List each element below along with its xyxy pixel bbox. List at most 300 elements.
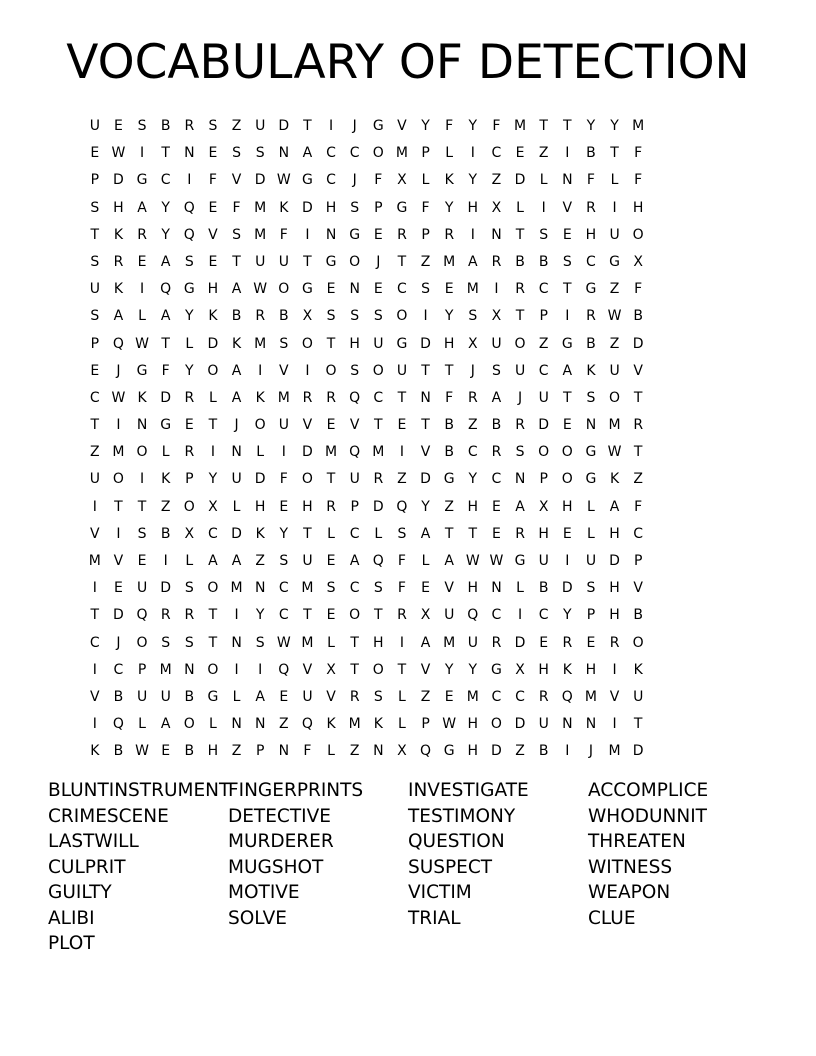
grid-letter[interactable]: T [326,335,336,352]
grid-letter[interactable]: R [184,444,195,461]
grid-letter[interactable]: I [612,661,617,678]
grid-letter[interactable]: C [349,145,360,162]
grid-letter[interactable]: H [302,498,313,515]
grid-letter[interactable]: R [515,525,525,542]
grid-letter[interactable]: Q [112,716,124,733]
grid-letter[interactable]: L [610,172,619,189]
grid-letter[interactable]: H [113,199,124,216]
grid-letter[interactable]: B [633,308,643,325]
grid-letter[interactable]: E [586,634,596,651]
grid-letter[interactable]: Y [185,308,194,325]
grid-letter[interactable]: R [255,308,266,325]
grid-letter[interactable]: R [515,417,525,434]
grid-letter[interactable]: V [562,199,573,216]
grid-letter[interactable]: N [585,417,597,434]
grid-letter[interactable]: N [491,580,502,597]
grid-letter[interactable]: U [89,281,100,298]
grid-letter[interactable]: F [397,580,406,597]
grid-letter[interactable]: S [232,145,241,162]
grid-letter[interactable]: R [538,688,549,705]
grid-letter[interactable]: S [137,525,147,542]
grid-letter[interactable]: I [494,281,499,298]
grid-letter[interactable]: B [586,335,596,352]
grid-letter[interactable]: D [538,417,550,434]
grid-letter[interactable]: G [561,335,573,352]
grid-letter[interactable]: O [609,389,621,406]
grid-letter[interactable]: M [325,444,338,461]
grid-letter[interactable]: I [565,743,570,760]
grid-letter[interactable]: L [421,172,430,189]
grid-letter[interactable]: U [255,118,266,134]
grid-letter[interactable]: L [587,498,595,515]
grid-letter[interactable]: U [231,471,242,488]
grid-letter[interactable]: J [588,743,593,760]
grid-letter[interactable]: F [445,389,454,406]
grid-letter[interactable]: K [208,308,218,325]
grid-letter[interactable]: H [609,607,620,624]
grid-letter[interactable]: G [514,553,526,569]
grid-letter[interactable]: U [633,688,644,705]
grid-letter[interactable]: G [136,362,148,379]
grid-letter[interactable]: L [421,553,430,569]
grid-letter[interactable]: P [421,145,430,162]
grid-letter[interactable]: U [467,634,478,651]
grid-letter[interactable]: N [231,716,242,733]
grid-letter[interactable]: Z [538,335,549,352]
grid-letter[interactable]: Z [609,335,620,352]
grid-letter[interactable]: L [209,716,217,733]
grid-letter[interactable]: T [421,362,430,379]
grid-letter[interactable]: A [160,716,171,733]
grid-letter[interactable]: T [633,389,643,406]
grid-letter[interactable]: E [208,145,218,162]
grid-letter[interactable]: C [278,580,289,597]
grid-letter[interactable]: K [137,389,147,406]
grid-letter[interactable]: A [468,253,478,270]
grid-letter[interactable]: L [445,145,454,162]
grid-letter[interactable]: K [279,199,289,216]
grid-letter[interactable]: I [470,226,475,243]
grid-letter[interactable]: H [538,661,549,678]
grid-letter[interactable]: W [135,743,149,760]
grid-letter[interactable]: T [563,389,572,406]
grid-letter[interactable]: Y [563,607,572,624]
grid-letter[interactable]: T [208,607,218,624]
grid-letter[interactable]: A [231,281,242,298]
grid-letter[interactable]: U [349,471,360,488]
grid-letter[interactable]: D [113,172,124,189]
grid-letter[interactable]: Y [444,308,454,325]
grid-letter[interactable]: D [420,335,431,352]
grid-letter[interactable]: K [90,743,100,760]
grid-letter[interactable]: A [231,389,242,406]
grid-letter[interactable]: X [302,308,313,325]
grid-letter[interactable]: B [444,444,454,461]
grid-letter[interactable]: B [538,580,549,597]
grid-letter[interactable]: D [278,118,290,134]
grid-letter[interactable]: E [114,580,123,597]
grid-letter[interactable]: M [608,743,621,760]
grid-letter[interactable]: N [231,444,242,461]
grid-letter[interactable]: Z [444,498,454,515]
grid-letter[interactable]: M [514,118,527,134]
grid-letter[interactable]: V [279,362,289,379]
grid-letter[interactable]: F [634,281,643,298]
grid-letter[interactable]: H [349,335,360,352]
grid-letter[interactable]: T [303,525,312,542]
grid-letter[interactable]: T [114,498,123,515]
grid-letter[interactable]: E [421,580,430,597]
grid-letter[interactable]: J [376,253,381,270]
grid-letter[interactable]: X [538,498,549,515]
grid-letter[interactable]: F [279,471,288,488]
grid-letter[interactable]: T [208,417,218,434]
grid-letter[interactable]: E [208,253,218,270]
grid-letter[interactable]: A [255,688,265,705]
grid-letter[interactable]: U [585,553,597,569]
grid-letter[interactable]: Q [183,226,195,243]
grid-letter[interactable]: R [444,226,455,243]
grid-letter[interactable]: E [326,607,336,624]
grid-letter[interactable]: K [113,226,124,243]
grid-letter[interactable]: J [116,362,121,379]
grid-letter[interactable]: R [326,389,336,406]
grid-letter[interactable]: P [185,471,194,488]
grid-letter[interactable]: W [253,281,268,298]
grid-letter[interactable]: S [208,118,218,134]
grid-letter[interactable]: G [302,281,313,298]
grid-letter[interactable]: K [444,172,454,189]
grid-letter[interactable]: T [303,253,312,270]
grid-letter[interactable]: H [207,743,219,760]
grid-letter[interactable]: W [465,553,480,569]
grid-letter[interactable]: F [634,498,643,515]
grid-letter[interactable]: C [89,634,100,651]
grid-letter[interactable]: N [254,580,266,597]
grid-letter[interactable]: V [208,226,218,243]
grid-letter[interactable]: H [373,634,384,651]
grid-letter[interactable]: I [234,661,239,678]
grid-letter[interactable]: I [258,362,263,379]
grid-letter[interactable]: D [160,389,172,406]
grid-letter[interactable]: U [136,688,148,705]
grid-letter[interactable]: O [561,471,573,488]
grid-letter[interactable]: O [207,661,219,678]
grid-letter[interactable]: F [303,743,312,760]
grid-letter[interactable]: S [373,308,383,325]
grid-letter[interactable]: Z [349,743,360,760]
grid-letter[interactable]: W [111,389,126,406]
grid-letter[interactable]: U [538,389,549,406]
grid-letter[interactable]: H [538,525,549,542]
grid-letter[interactable]: V [349,417,360,434]
grid-letter[interactable]: E [397,417,407,434]
grid-letter[interactable]: G [160,417,172,434]
grid-letter[interactable]: T [350,661,359,678]
grid-letter[interactable]: E [444,281,454,298]
grid-letter[interactable]: H [467,716,479,733]
grid-letter[interactable]: D [231,525,242,542]
grid-letter[interactable]: I [399,444,404,461]
grid-letter[interactable]: N [184,145,195,162]
grid-letter[interactable]: D [160,580,172,597]
grid-letter[interactable]: K [161,471,171,488]
grid-letter[interactable]: I [423,308,428,325]
grid-letter[interactable]: I [139,471,145,488]
grid-letter[interactable]: H [467,743,479,760]
grid-letter[interactable]: G [609,253,620,270]
grid-letter[interactable]: Q [136,607,148,624]
grid-letter[interactable]: O [136,634,148,651]
grid-letter[interactable]: R [491,444,502,461]
grid-letter[interactable]: E [161,743,171,760]
grid-letter[interactable]: E [114,118,123,134]
grid-letter[interactable]: I [258,661,263,678]
grid-letter[interactable]: C [208,525,218,542]
grid-letter[interactable]: I [210,444,215,461]
grid-letter[interactable]: L [516,199,524,216]
grid-letter[interactable]: L [327,634,335,651]
grid-letter[interactable]: O [278,281,290,298]
grid-letter[interactable]: D [420,471,431,488]
grid-letter[interactable]: Z [255,553,265,569]
grid-letter[interactable]: U [160,688,171,705]
grid-letter[interactable]: Z [468,417,478,434]
grid-letter[interactable]: O [372,145,384,162]
grid-letter[interactable]: V [326,688,336,705]
grid-letter[interactable]: I [116,417,121,434]
grid-letter[interactable]: X [491,199,502,216]
grid-letter[interactable]: S [539,226,549,243]
grid-letter[interactable]: N [136,417,148,434]
grid-letter[interactable]: M [443,634,456,651]
grid-letter[interactable]: Y [161,226,170,243]
grid-letter[interactable]: S [279,553,289,569]
grid-letter[interactable]: E [444,688,454,705]
grid-letter[interactable]: Q [349,389,361,406]
grid-letter[interactable]: S [373,688,383,705]
grid-letter[interactable]: Z [420,253,431,270]
grid-letter[interactable]: R [184,118,195,134]
grid-letter[interactable]: K [255,389,265,406]
grid-letter[interactable]: T [90,417,100,434]
grid-letter[interactable]: A [444,553,454,569]
grid-letter[interactable]: K [633,661,643,678]
grid-letter[interactable]: Q [160,281,172,298]
grid-letter[interactable]: S [255,145,265,162]
grid-letter[interactable]: I [163,553,168,569]
grid-letter[interactable]: H [585,661,597,678]
grid-letter[interactable]: S [350,308,360,325]
grid-letter[interactable]: G [443,743,455,760]
grid-letter[interactable]: Y [610,118,619,134]
grid-letter[interactable]: Q [561,688,573,705]
grid-letter[interactable]: T [563,281,572,298]
grid-letter[interactable]: M [608,417,621,434]
grid-letter[interactable]: M [254,226,267,243]
grid-letter[interactable]: C [89,389,100,406]
grid-letter[interactable]: K [562,661,572,678]
grid-letter[interactable]: S [421,281,430,298]
grid-letter[interactable]: W [442,716,457,733]
grid-letter[interactable]: G [325,253,337,270]
grid-letter[interactable]: Q [372,553,384,569]
grid-letter[interactable]: M [159,661,172,678]
grid-letter[interactable]: S [468,308,478,325]
grid-letter[interactable]: R [184,607,195,624]
grid-letter[interactable]: L [161,444,170,461]
grid-letter[interactable]: P [539,308,548,325]
grid-letter[interactable]: E [326,553,336,569]
grid-letter[interactable]: T [137,498,147,515]
grid-letter[interactable]: P [539,471,548,488]
grid-letter[interactable]: P [137,661,147,678]
grid-letter[interactable]: P [90,172,100,189]
grid-letter[interactable]: U [302,688,313,705]
grid-letter[interactable]: W [607,444,622,461]
grid-letter[interactable]: F [445,118,454,134]
grid-letter[interactable]: C [491,145,502,162]
grid-letter[interactable]: E [515,145,525,162]
grid-letter[interactable]: U [302,553,313,569]
grid-letter[interactable]: O [349,253,361,270]
grid-letter[interactable]: R [373,471,384,488]
grid-letter[interactable]: D [302,444,313,461]
grid-letter[interactable]: M [372,444,385,461]
grid-letter[interactable]: S [586,389,596,406]
grid-letter[interactable]: I [517,607,523,624]
grid-letter[interactable]: U [609,362,620,379]
grid-letter[interactable]: O [632,634,644,651]
grid-letter[interactable]: N [278,145,290,162]
grid-letter[interactable]: R [160,607,171,624]
grid-letter[interactable]: D [207,335,219,352]
grid-letter[interactable]: T [633,444,643,461]
grid-letter[interactable]: W [607,308,622,325]
grid-letter[interactable]: V [90,688,100,705]
grid-letter[interactable]: Y [255,607,265,624]
grid-letter[interactable]: N [254,716,266,733]
grid-letter[interactable]: D [514,172,526,189]
grid-letter[interactable]: Y [421,498,430,515]
grid-letter[interactable]: R [562,634,573,651]
grid-letter[interactable]: B [160,118,171,134]
grid-letter[interactable]: T [374,607,383,624]
grid-letter[interactable]: M [230,580,243,597]
grid-letter[interactable]: A [562,362,573,379]
letter-grid[interactable] [83,113,745,766]
grid-letter[interactable]: O [396,308,408,325]
grid-letter[interactable]: F [421,199,430,216]
grid-letter[interactable]: O [561,444,573,461]
grid-letter[interactable]: Y [208,471,218,488]
grid-letter[interactable]: E [562,226,572,243]
grid-letter[interactable]: K [326,716,336,733]
grid-letter[interactable]: I [139,145,145,162]
grid-letter[interactable]: I [92,498,97,515]
grid-letter[interactable]: A [420,634,431,651]
grid-letter[interactable]: H [325,199,337,216]
grid-letter[interactable]: I [565,308,570,325]
grid-letter[interactable]: L [209,389,217,406]
grid-letter[interactable]: L [232,498,241,515]
grid-letter[interactable]: H [467,580,479,597]
grid-letter[interactable]: G [396,335,408,352]
grid-letter[interactable]: C [538,362,549,379]
grid-letter[interactable]: T [515,308,525,325]
grid-letter[interactable]: N [349,281,360,298]
grid-letter[interactable]: M [632,118,645,134]
grid-letter[interactable]: E [279,688,289,705]
grid-letter[interactable]: C [491,471,502,488]
grid-letter[interactable]: J [234,417,239,434]
grid-letter[interactable]: U [278,417,289,434]
grid-letter[interactable]: Y [468,471,478,488]
grid-letter[interactable]: L [374,525,383,542]
grid-letter[interactable]: Z [515,743,525,760]
grid-letter[interactable]: E [279,498,289,515]
grid-letter[interactable]: C [491,607,502,624]
grid-letter[interactable]: O [183,716,195,733]
grid-letter[interactable]: G [585,471,597,488]
grid-letter[interactable]: P [350,498,359,515]
grid-letter[interactable]: M [301,634,314,651]
grid-letter[interactable]: C [633,525,644,542]
grid-letter[interactable]: Z [231,743,242,760]
grid-letter[interactable]: M [443,253,456,270]
grid-letter[interactable]: P [374,199,383,216]
grid-letter[interactable]: T [232,253,241,270]
grid-letter[interactable]: B [113,688,124,705]
grid-letter[interactable]: R [137,226,147,243]
grid-letter[interactable]: T [90,607,100,624]
grid-letter[interactable]: F [397,553,406,569]
grid-letter[interactable]: O [207,362,219,379]
grid-letter[interactable]: T [326,471,336,488]
grid-letter[interactable]: Q [278,661,290,678]
grid-letter[interactable]: R [349,688,360,705]
grid-letter[interactable]: D [514,634,526,651]
grid-letter[interactable]: K [113,281,124,298]
grid-letter[interactable]: L [587,525,595,542]
grid-letter[interactable]: V [609,688,620,705]
grid-letter[interactable]: R [326,498,336,515]
grid-letter[interactable]: E [208,199,218,216]
grid-letter[interactable]: V [633,362,643,379]
grid-letter[interactable]: Q [301,716,313,733]
grid-letter[interactable]: T [610,145,619,162]
grid-letter[interactable]: I [612,199,617,216]
grid-letter[interactable]: F [492,118,501,134]
grid-letter[interactable]: Z [538,145,549,162]
grid-letter[interactable]: B [444,417,454,434]
grid-letter[interactable]: E [373,281,383,298]
grid-letter[interactable]: E [90,145,100,162]
grid-letter[interactable]: V [444,580,454,597]
grid-letter[interactable]: S [491,362,501,379]
grid-letter[interactable]: G [443,471,455,488]
grid-letter[interactable]: A [208,553,218,569]
grid-letter[interactable]: N [420,389,431,406]
grid-letter[interactable]: S [373,580,383,597]
grid-letter[interactable]: J [470,362,475,379]
grid-letter[interactable]: R [586,199,596,216]
grid-letter[interactable]: Y [161,199,170,216]
grid-letter[interactable]: T [303,607,312,624]
grid-letter[interactable]: A [113,308,124,325]
grid-letter[interactable]: A [137,199,147,216]
grid-letter[interactable]: D [609,553,620,569]
